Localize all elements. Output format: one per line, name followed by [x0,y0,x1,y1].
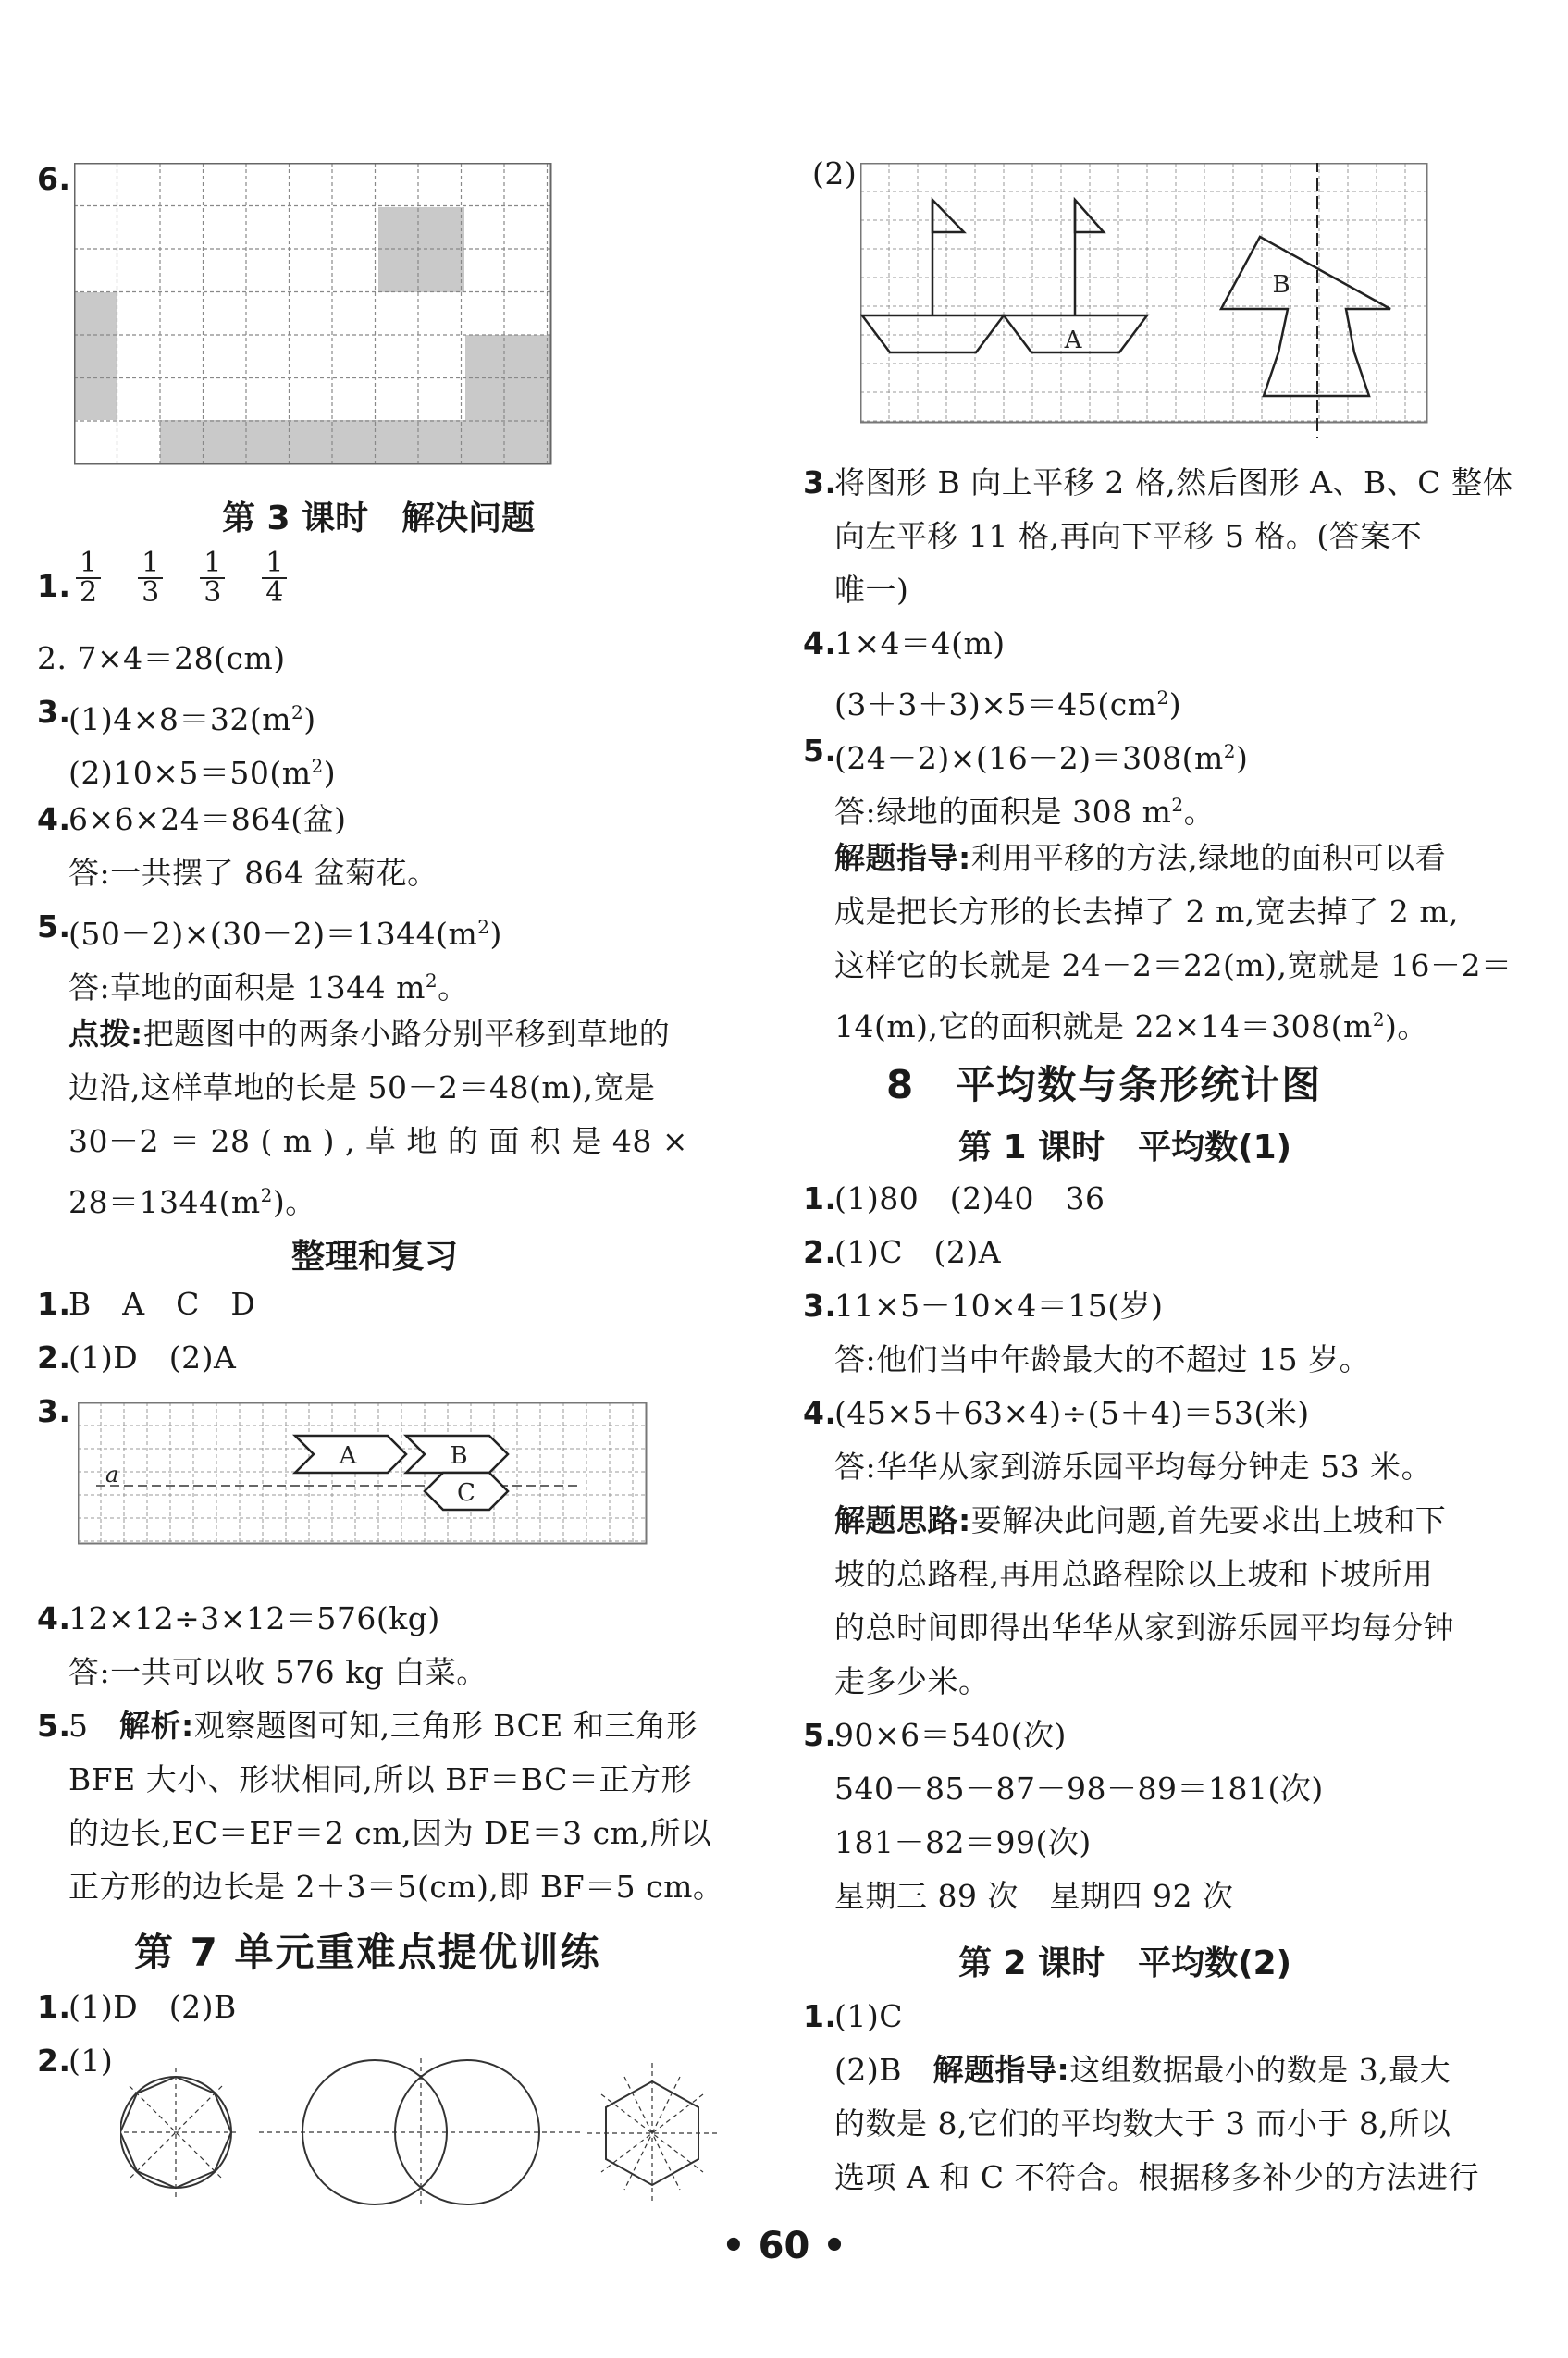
rv-q5-4: 正方形的边长是 2＋3＝5(cm),即 BF＝5 cm。 [68,1869,724,1905]
r-q5-guide-3: 这样它的长就是 24－2＝22(m),宽就是 16－2＝ [834,947,1512,983]
r-q5-guide-4: 14(m),它的面积就是 $22\times 14=308(m^2)$。 [834,1008,1428,1044]
l3-tip-2: 边沿,这样草地的长是 50－2＝48(m),宽是 [68,1069,656,1105]
u7-q2-figures [120,2054,768,2211]
l1-title: 第 1 课时 平均数(1) [958,1129,1292,1167]
l3-q3b: $(2)10\times 5=50(m^2)$ [68,755,337,791]
l1-q4-answer: 答:华华从家到游乐园平均每分钟走 53 米。 [834,1449,1433,1485]
l1-q5-2: 540－85－87－98－89＝181(次) [834,1771,1324,1807]
l1-q5-3: 181－82＝99(次) [834,1824,1092,1860]
r-q5-num: 5. [803,733,837,769]
fraction: $\frac{1}{4}$ [262,549,287,607]
l1-q4-guide-4: 走多少米。 [834,1663,990,1699]
u7-q2-num: 2. [37,2043,71,2079]
r-q5-1: $(24-2)\times(16-2)=308(m^2)$ [834,740,1249,776]
fraction: $\frac{1}{3}$ [200,549,225,607]
l2-guide-3: 选项 A 和 C 不符合。根据移多补少的方法进行 [834,2159,1480,2195]
u7-q1: (1)D (2)B [68,1989,237,2025]
fraction: $\frac{1}{2}$ [76,549,101,607]
page-number: • 60 • [722,2225,846,2267]
rv-q4-answer: 答:一共可以收 576 kg 白菜。 [68,1654,488,1690]
rv-q1-num: 1. [37,1286,71,1322]
r-q5-guide-2: 成是把长方形的长去掉了 2 m,宽去掉了 2 m, [834,894,1460,930]
unit8-title: 8 平均数与条形统计图 [886,1062,1323,1107]
r-q3-2: 向左平移 11 格,再向下平移 5 格。(答案不 [834,518,1423,554]
l1-q5-num: 5. [803,1717,837,1753]
rv-q2: (1)D (2)A [68,1339,237,1376]
rv-q3-figure [78,1402,651,1550]
rv-q5-2: BFE 大小、形状相同,所以 BF＝BC＝正方形 [68,1761,692,1797]
rv-q3-label-line: a [105,1462,119,1488]
r-q3-num: 3. [803,464,837,500]
l3-q4: 6×6×24＝864(盆) [68,801,347,837]
l3-tip-4: $28=1344(m^2)$。 [68,1184,316,1220]
fraction: $\frac{1}{3}$ [138,549,163,607]
review-title: 整理和复习 [291,1238,459,1276]
l2-q1-num: 1. [803,1998,837,2034]
l1-q2: (1)C (2)A [834,1234,1002,1270]
l2-title: 第 2 课时 平均数(2) [958,1944,1292,1982]
r-q2-figure [860,163,1434,440]
r-q4-1: 1×4＝4(m) [834,625,1006,661]
l3-q5-num: 5. [37,908,71,944]
l1-q1-num: 1. [803,1180,837,1216]
r-q5-guide-1: 解题指导:利用平移的方法,绿地的面积可以看 [834,840,1447,876]
rv-q3-label-b: B [450,1442,468,1470]
unit7-title: 第 7 单元重难点提优训练 [134,1930,601,1975]
l1-q1: (1)80 (2)40 36 [834,1180,1105,1216]
l3-q1-num: 1. [37,568,71,604]
rv-q3-num: 3. [37,1393,71,1429]
l1-q4-guide-1: 解题思路:要解决此问题,首先要求出上坡和下 [834,1502,1447,1538]
rv-q4: 12×12÷3×12＝576(kg) [68,1600,440,1636]
r-fig-label-b: B [1272,271,1290,299]
rv-q1: B A C D [68,1286,256,1322]
l3-tip-3: 30－2 ＝ 28 ( m ) , 草 地 的 面 积 是 48 × [68,1123,689,1159]
rv-q5-num: 5. [37,1708,71,1744]
l3-tip-1: 点拨:把题图中的两条小路分别平移到草地的 [68,1016,671,1052]
l3-q5-answer: 答:草地的面积是 1344 $m^2$。 [68,969,469,1006]
l1-q3-answer: 答:他们当中年龄最大的不超过 15 岁。 [834,1341,1371,1377]
rv-q2-num: 2. [37,1339,71,1376]
rv-q5-1: 5 解析:观察题图可知,三角形 BCE 和三角形 [68,1708,698,1744]
l1-q4: (45×5＋63×4)÷(5＋4)＝53(米) [834,1395,1310,1431]
rv-q3-label-c: C [457,1479,475,1507]
l1-q3-num: 3. [803,1288,837,1324]
l3-q4-answer: 答:一共摆了 864 盆菊花。 [68,855,438,891]
r-q3-1: 将图形 B 向上平移 2 格,然后图形 A、B、C 整体 [834,464,1514,500]
rv-q4-num: 4. [37,1600,71,1636]
r-q4-2: $(3+3+3)\times 5=45(cm^2)$ [834,686,1182,722]
l3-q4-num: 4. [37,801,71,837]
r-q2-label: (2) [812,155,858,191]
lesson3-title: 第 3 课时 解决问题 [222,500,536,537]
r-fig-label-a: A [1064,327,1082,354]
l2-guide-2: 的数是 8,它们的平均数大于 3 而小于 8,所以 [834,2105,1451,2142]
u7-q1-num: 1. [37,1989,71,2025]
q6-label: 6. [37,161,71,197]
l3-q2: 2. 7×4＝28(cm) [37,640,286,676]
r-q5-answer: 答:绿地的面积是 308 $m^2$。 [834,794,1216,830]
rv-q3-label-a: A [339,1442,357,1470]
l3-q1-fractions [76,549,324,607]
l2-q1: (1)C [834,1998,903,2034]
l2-guide-1: (2)B 解题指导:这组数据最小的数是 3,最大 [834,2052,1451,2088]
l3-q3a: $(1)4\times 8=32(m^2)$ [68,701,316,737]
r-q3-3: 唯一) [834,572,909,608]
l1-q2-num: 2. [803,1234,837,1270]
l3-q5: $(50-2)\times(30-2)=1344(m^2)$ [68,916,502,952]
l1-q5-1: 90×6＝540(次) [834,1717,1067,1753]
rv-q5-3: 的边长,EC＝EF＝2 cm,因为 DE＝3 cm,所以 [68,1815,712,1851]
l1-q4-num: 4. [803,1395,837,1431]
l1-q3: 11×5－10×4＝15(岁) [834,1288,1164,1324]
l1-q4-guide-3: 的总时间即得出华华从家到游乐园平均每分钟 [834,1610,1454,1646]
l1-q5-4: 星期三 89 次 星期四 92 次 [834,1878,1234,1914]
r-q4-num: 4. [803,625,837,661]
l3-q3-num: 3. [37,694,71,730]
l1-q4-guide-2: 坡的总路程,再用总路程除以上坡和下坡所用 [834,1556,1434,1592]
u7-q2: (1) [68,2043,114,2079]
q6-grid-figure [74,163,555,470]
